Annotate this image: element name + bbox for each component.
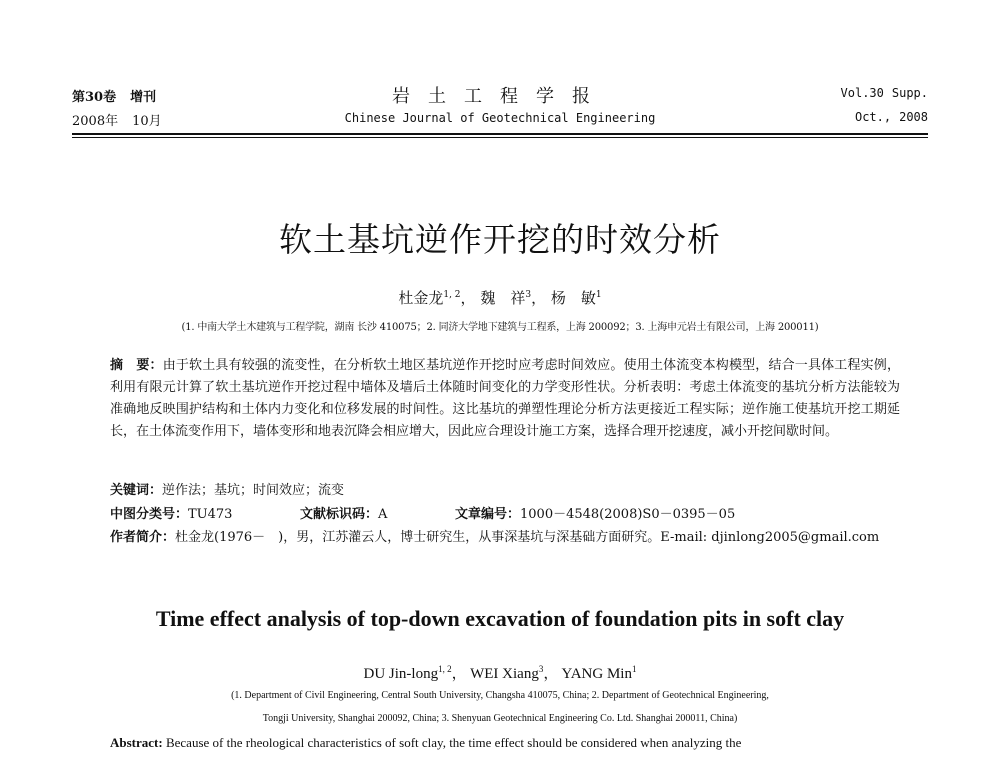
header-row-1 [72,86,928,106]
document-code [300,503,387,522]
author-affil-mark: 1, 2 [438,664,452,674]
header-date-en [855,110,928,124]
header-row-2 [72,110,928,130]
doc-code-label: 文献标识码： [300,507,379,522]
abstract-text-cn: 由于软土具有较强的流变性，在分析软土地区基坑逆作开挖时应考虑时间效应。使用土体流变本构模型，结合一具体工程实例，利用有限元计算了软土基坑逆作开挖过程中墙体及墙后土体随时间变化的力学变形性状。分析表明：考虑土体流变的基坑分析方法能较为准确地反映围护结构和土体内力变化和位移发展的时间性。这比基坑的弹塑性理论分析方法更接近工程实际；逆作施工使基坑开挖工期延长，在土体流变作用下，墙体变形和地表沉降会相应增大，因此应合理设计施工方案，选择合理开挖速度，减小开挖间歇时间。 [110,358,900,439]
header-month-en: Oct., [854,110,892,124]
paper-title-cn: 软土基坑逆作开挖的时效分析 [279,220,721,259]
affiliations-cn: (1. 中南大学土木建筑与工程学院，湖南 长沙 410075；2. 同济大学地下建筑与工程系，上海 200092；3. 上海申元岩土有限公司，上海 200011) [181,322,819,333]
author-introduction [110,527,900,549]
article-number-label: 文章编号： [455,507,521,522]
abstract-en [110,735,900,751]
journal-name-en: Chinese Journal of Geotechnical Engineering [344,111,656,125]
affiliations-en-line-2: Tongji University, Shanghai 200092, China; 3. Shenyuan Geotechnical Engineering Co. Ltd. Shanghai 200011, China) [262,713,738,724]
author-name-en: WEI Xiang [470,666,539,682]
author-intro-text: 杜金龙(1976－ )，男，江苏灌云人，博士研究生，从事深基坑与深基础方面研究。E-mail: djinlong2005@gmail.com [175,530,880,545]
author-separator: ， [451,666,467,682]
header-vol-en: Vol.30 [840,86,884,100]
author-affil-mark: 3 [525,290,532,300]
paper-title-en: Time effect analysis of top-down excavation of foundation pits in soft clay [155,606,845,631]
header-issue-cn: 增刊 [130,90,157,105]
author-name-cn: 魏 祥 [480,289,526,307]
clc-label: 中图分类号： [110,507,189,522]
doc-code-value: A [378,507,388,522]
author-intro-label: 作者简介： [110,530,176,545]
running-header [72,86,928,132]
header-month-cn: 10月 [132,114,162,129]
header-volume-en [841,86,928,100]
header-supp-en: Supp. [891,86,928,100]
author-name-cn: 杜金龙 [398,289,444,307]
author-list-cn [0,287,1000,308]
header-rule-thick [72,133,928,135]
author-affil-mark: 1, 2 [443,290,461,300]
article-number [455,503,735,522]
abstract-text-en: Because of the rheological characteristics of soft clay, the time effect should be considered when analyzing the [165,735,742,750]
author-affil-mark: 3 [538,664,544,674]
author-name-en: YANG Min [561,666,632,682]
author-separator: ， [460,289,476,307]
author-separator: ， [531,289,547,307]
header-year-cn: 2008年 [72,114,119,129]
author-affil-mark: 1 [595,290,602,300]
keywords-label-cn: 关键词： [110,483,163,498]
author-affil-mark: 1 [631,664,637,674]
header-volume-cn: 第30卷 [72,90,117,105]
author-list-en [0,662,1000,683]
clc-value: TU473 [188,507,233,522]
keywords-text-cn: 逆作法；基坑；时间效应；流变 [162,483,345,498]
abstract-label-cn: 摘 要： [110,358,163,373]
clc-number [110,503,232,522]
affiliations-en-line-1: (1. Department of Civil Engineering, Central South University, Changsha 410075, China; 2. Department of Geotechnical Engineering, [231,690,769,701]
header-rule-thin [72,137,928,138]
header-year-en: 2008 [899,110,928,124]
keywords-cn [110,479,900,498]
abstract-cn [110,355,900,443]
article-number-value: 1000－4548(2008)S0－0395－05 [520,507,736,522]
author-separator: ， [543,666,559,682]
journal-name-cn: 岩土工程学报 [392,86,608,107]
author-name-cn: 杨 敏 [550,289,596,307]
author-name-en: DU Jin-long [363,666,439,682]
abstract-label-en: Abstract: [110,735,163,750]
